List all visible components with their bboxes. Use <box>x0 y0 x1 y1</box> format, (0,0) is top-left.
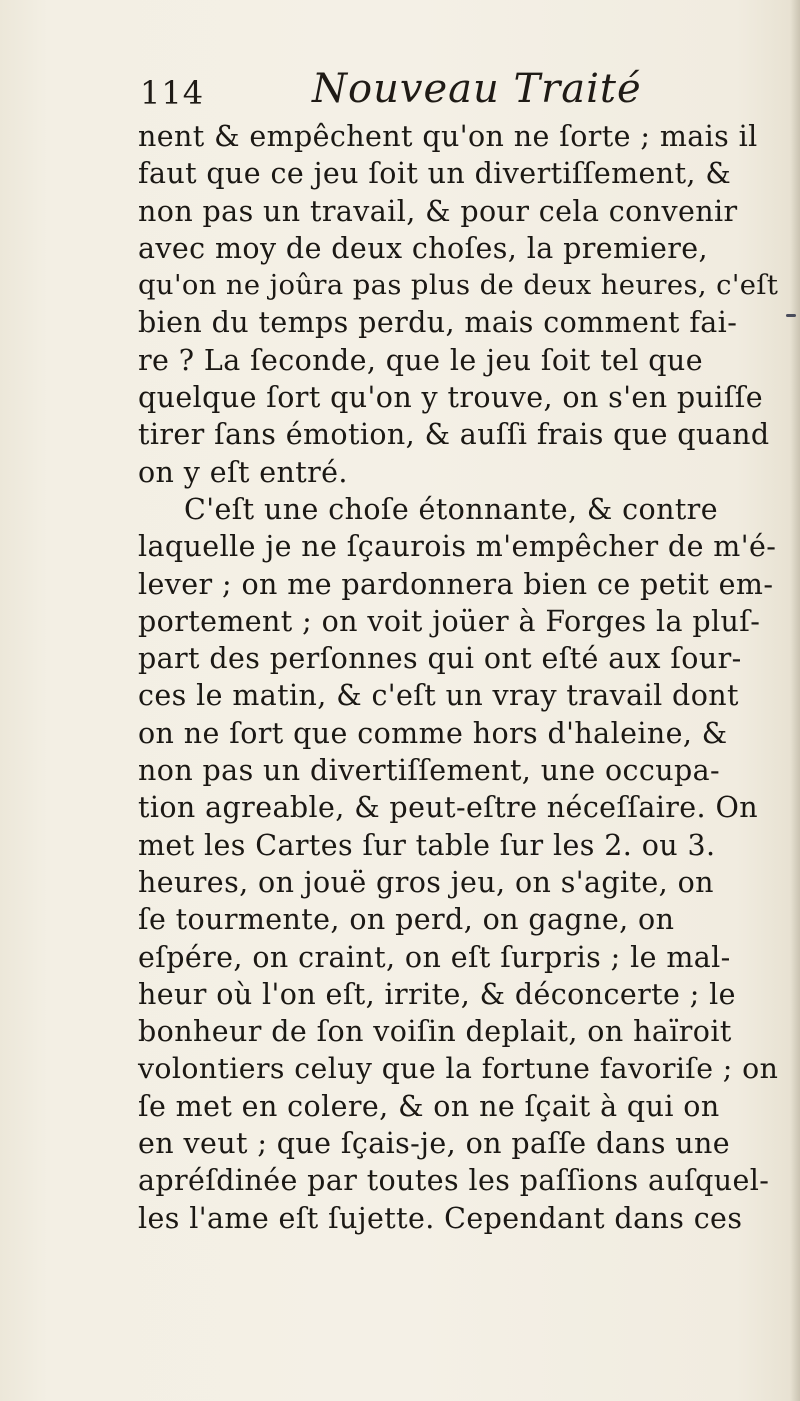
text-line: on ne ſort que comme hors d'haleine, & <box>138 716 728 750</box>
text-line: ſe met en colere, & on ne ſçait à qui on <box>138 1089 720 1123</box>
text-line: nent & empêchent qu'on ne ſorte ; mais il <box>138 120 758 153</box>
text-line: les l'ame eſt ſujette. Cependant dans ces <box>138 1201 743 1235</box>
text-line: met les Cartes ſur table ſur les 2. ou 3. <box>138 828 716 862</box>
body-text <box>138 118 778 1237</box>
text-line: re ? La ſeconde, que le jeu ſoit tel que <box>138 343 703 377</box>
text-line: lever ; on me pardonnera bien ce petit em- <box>138 567 774 601</box>
text-line: quelque ſort qu'on y trouve, on s'en puiſſe <box>138 381 763 415</box>
page-number: 114 <box>140 74 205 112</box>
running-title: Nouveau Traité <box>312 66 642 112</box>
text-line: qu'on ne joûra pas plus de deux heures, c'eſt <box>138 270 779 302</box>
text-line: laquelle je ne ſçaurois m'empêcher de m'é- <box>138 530 777 564</box>
text-line: ces le matin, & c'eſt un vray travail dont <box>138 679 739 713</box>
text-line: avec moy de deux choſes, la premiere, <box>138 231 708 265</box>
text-line: eſpére, on craint, on eſt ſurpris ; le mal- <box>138 940 731 974</box>
text-line: non pas un divertiſſement, une occupa- <box>138 754 721 788</box>
text-line: part des perſonnes qui ont eſté aux ſour- <box>138 642 742 676</box>
text-line: tion agreable, & peut-eſtre néceſſaire. On <box>138 791 758 825</box>
text-line: en veut ; que ſçais-je, on paſſe dans une <box>138 1127 731 1161</box>
text-line: heures, on jouë gros jeu, on s'agite, on <box>138 865 714 899</box>
margin-ink-mark <box>786 314 796 317</box>
text-line: bien du temps perdu, mais comment fai- <box>138 306 738 340</box>
text-line: faut que ce jeu ſoit un divertiſſement, & <box>138 157 732 191</box>
text-line: heur où l'on eſt, irrite, & déconcerte ; le <box>138 977 736 1011</box>
running-header <box>140 66 780 116</box>
text-line: ſe tourmente, on perd, on gagne, on <box>138 903 675 937</box>
text-line: apréſdinée par toutes les paſſions auſquel- <box>138 1164 770 1198</box>
text-line: portement ; on voit joüer à Forges la pluſ- <box>138 604 761 638</box>
text-line: non pas un travail, & pour cela convenir <box>138 194 738 228</box>
text-line: volontiers celuy que la fortune favoriſe ; on <box>138 1052 779 1086</box>
text-line: tirer ſans émotion, & auſſi frais que quand <box>138 418 770 452</box>
page-edge-shadow <box>790 0 800 1401</box>
paragraph-first-line: C'eſt une choſe étonnante, & contre <box>184 492 718 526</box>
text-line: bonheur de ſon voiſin deplait, on haïroit <box>138 1015 732 1049</box>
text-line: on y eſt entré. <box>138 455 348 489</box>
